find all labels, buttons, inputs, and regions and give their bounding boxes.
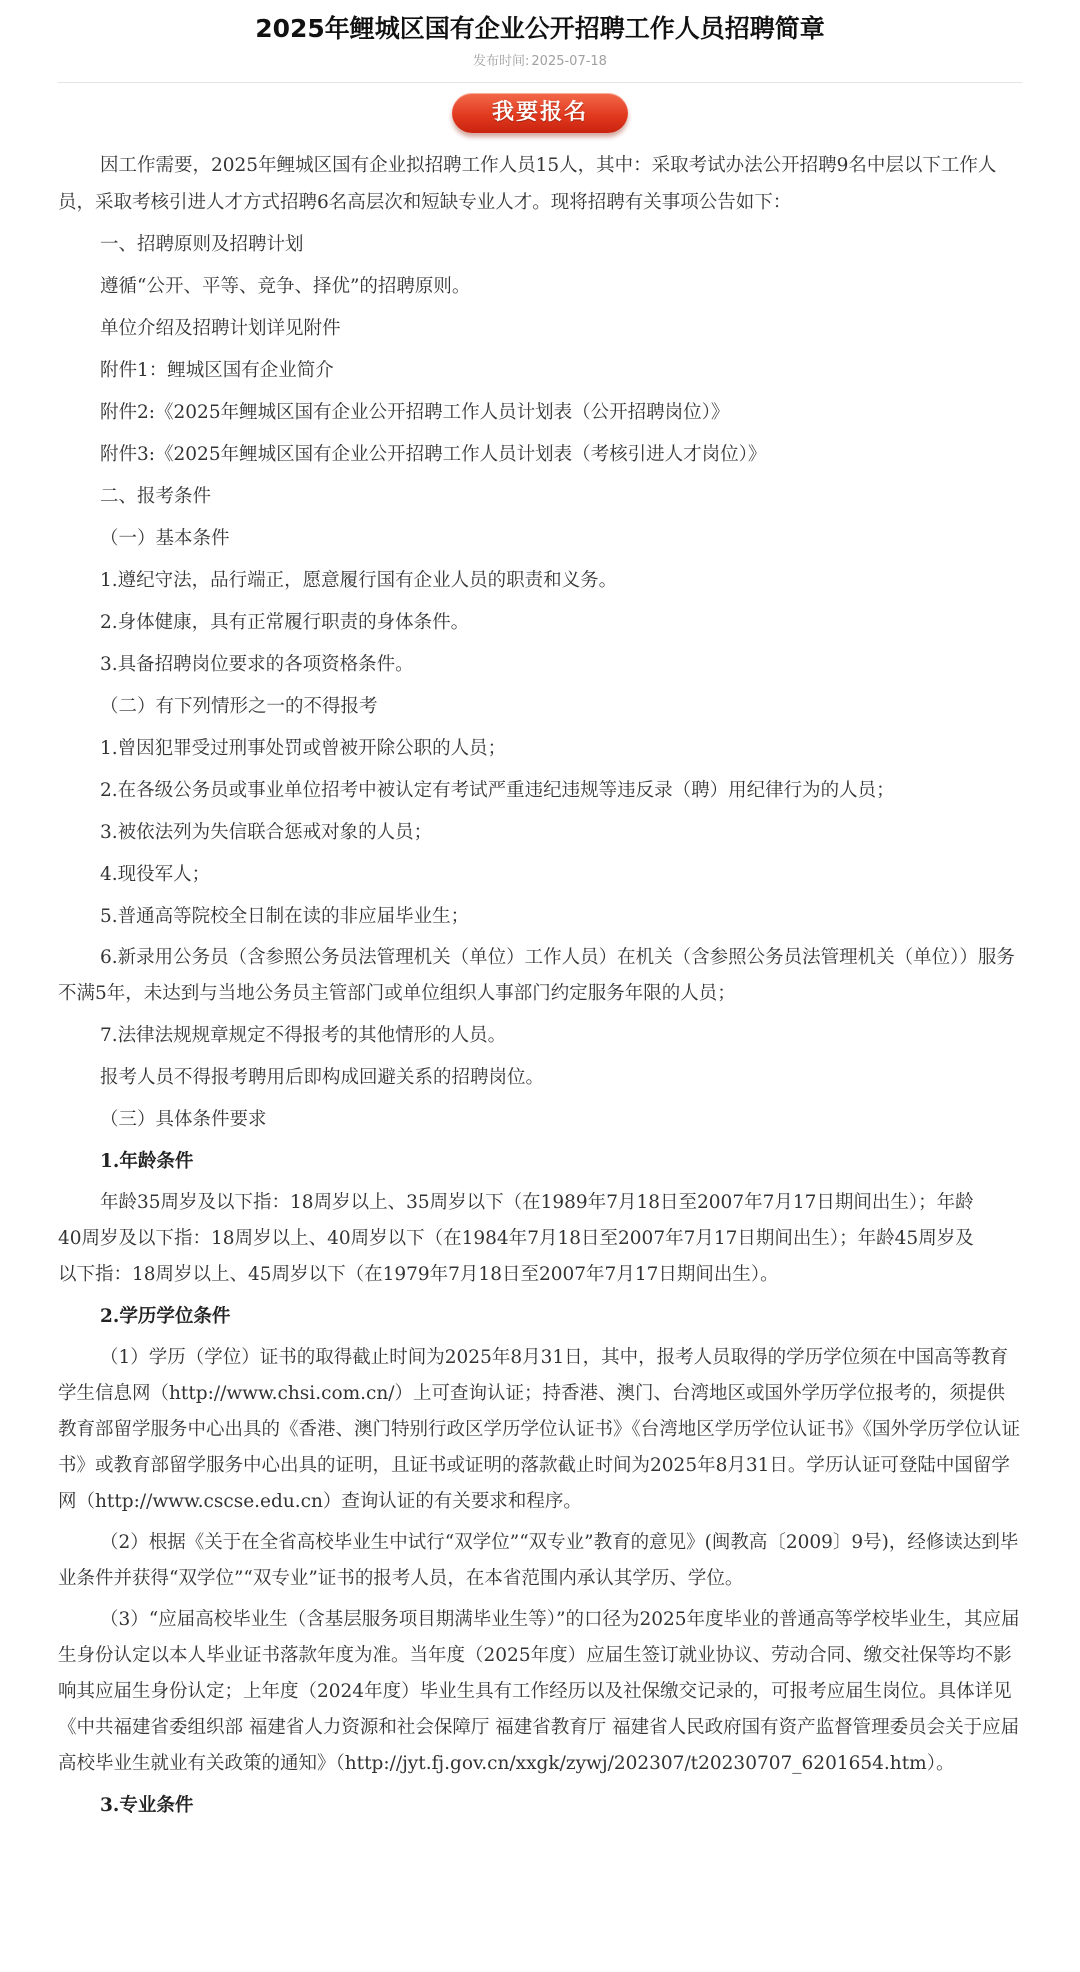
signup-button[interactable]: 我要报名 <box>452 93 628 133</box>
basic-condition-2: 2.身体健康，具有正常履行职责的身体条件。 <box>100 612 470 633</box>
attachment-1-link[interactable]: 附件1：鲤城区国有企业简介 <box>100 360 334 381</box>
basic-condition-1: 1.遵纪守法，品行端正，愿意履行国有企业人员的职责和义务。 <box>100 570 618 591</box>
attachments-intro: 单位介绍及招聘计划详见附件 <box>100 318 341 339</box>
article-header <box>0 0 1080 70</box>
major-heading: 3.专业条件 <box>100 1795 194 1816</box>
signup-button-wrap <box>0 93 1080 141</box>
education-paragraph-1: （1）学历（学位）证书的取得截止时间为2025年8月31日，其中，报考人员取得的学历学位须在中国高等教育学生信息网（http://www.chsi.com.cn/）上可查询认证；持香港、澳门、台湾地区或国外学历学位报考的，须提供教育部留学服务中心出具的《香港、澳门特别行政区学历学位认证书》《台湾地区学历学位认证书》《国外学历学位认证书》或教育部留学服务中心出具的证明，且证书或证明的落款截止时间为2025年8月31日。学历认证可登陆中国留学网（http://www.cscse.edu.cn）查询认证的有关要求和程序。 <box>58 1347 1021 1512</box>
subheading-basic: （一）基本条件 <box>100 528 230 549</box>
header-divider <box>58 82 1022 83</box>
age-paragraph: 年龄35周岁及以下指：18周岁以上、35周岁以下（在1989年7月18日至2007年7月17日期间出生）；年龄40周岁及以下指：18周岁以上、40周岁以下（在1984年7月18日至2007年7月17日期间出生）；年龄45周岁及以下指：18周岁以上、45周岁以下（在1979年7月18日至2007年7月17日期间出生）。 <box>58 1192 974 1285</box>
article-body <box>0 147 1080 1829</box>
excluded-item-5: 5.普通高等院校全日制在读的非应届毕业生； <box>100 906 470 927</box>
attachment-3-link[interactable]: 附件3:《2025年鲤城区国有企业公开招聘工作人员计划表（考核引进人才岗位）》 <box>100 444 767 465</box>
age-heading: 1.年龄条件 <box>100 1151 194 1172</box>
subheading-excluded: （二）有下列情形之一的不得报考 <box>100 696 378 717</box>
principle-paragraph: 遵循“公开、平等、竞争、择优”的招聘原则。 <box>100 276 471 297</box>
page-title: 2025年鲤城区国有企业公开招聘工作人员招聘简章 <box>255 14 825 43</box>
excluded-item-4: 4.现役军人； <box>100 864 211 885</box>
excluded-item-7: 7.法律法规规章规定不得报考的其他情形的人员。 <box>100 1025 507 1046</box>
attachment-2-link[interactable]: 附件2:《2025年鲤城区国有企业公开招聘工作人员计划表（公开招聘岗位）》 <box>100 402 730 423</box>
excluded-item-2: 2.在各级公务员或事业单位招考中被认定有考试严重违纪违规等违反录（聘）用纪律行为的人员； <box>100 780 895 801</box>
basic-condition-3: 3.具备招聘岗位要求的各项资格条件。 <box>100 654 414 675</box>
excluded-item-3: 3.被依法列为失信联合惩戒对象的人员； <box>100 822 433 843</box>
publish-date <box>0 54 1080 70</box>
section-heading-conditions: 二、报考条件 <box>100 486 212 507</box>
publish-date-value: 2025-07-18 <box>531 54 607 69</box>
subheading-specific: （三）具体条件要求 <box>100 1109 267 1130</box>
avoidance-paragraph: 报考人员不得报考聘用后即构成回避关系的招聘岗位。 <box>100 1067 545 1088</box>
education-paragraph-3: （3）“应届高校毕业生（含基层服务项目期满毕业生等）”的口径为2025年度毕业的普通高等学校毕业生，其应届生身份认定以本人毕业证书落款年度为准。当年度（2025年度）应届生签订就业协议、劳动合同、缴交社保等均不影响其应届生身份认定；上年度（2024年度）毕业生具有工作经历以及社保缴交记录的，可报考应届生岗位。具体详见《中共福建省委组织部 福建省人力资源和社会保障厅 福建省教育厅 福建省人民政府国有资产监督管理委员会关于应届高校毕业生就业有关政策的通知》（http://jyt.fj.gov.cn/xxgk/zywj/202307/t20230707_6201654.htm）。 <box>58 1609 1020 1774</box>
section-heading-plan: 一、招聘原则及招聘计划 <box>100 234 304 255</box>
excluded-item-6: 6.新录用公务员（含参照公务员法管理机关（单位）工作人员）在机关（含参照公务员法管理机关（单位））服务不满5年，未达到与当地公务员主管部门或单位组织人事部门约定服务年限的人员； <box>58 947 1015 1004</box>
excluded-item-1: 1.曾因犯罪受过刑事处罚或曾被开除公职的人员； <box>100 738 507 759</box>
intro-paragraph: 因工作需要，2025年鲤城区国有企业拟招聘工作人员15人，其中：采取考试办法公开招聘9名中层以下工作人员，采取考核引进人才方式招聘6名高层次和短缺专业人才。现将招聘有关事项公告如下： <box>58 155 997 213</box>
publish-date-label: 发布时间: <box>473 54 530 69</box>
education-heading: 2.学历学位条件 <box>100 1306 231 1327</box>
education-paragraph-2: （2）根据《关于在全省高校毕业生中试行“双学位”“双专业”教育的意见》(闽教高〔2009〕9号)，经修读达到毕业条件并获得“双学位”“双专业”证书的报考人员，在本省范围内承认其学历、学位。 <box>58 1532 1019 1589</box>
